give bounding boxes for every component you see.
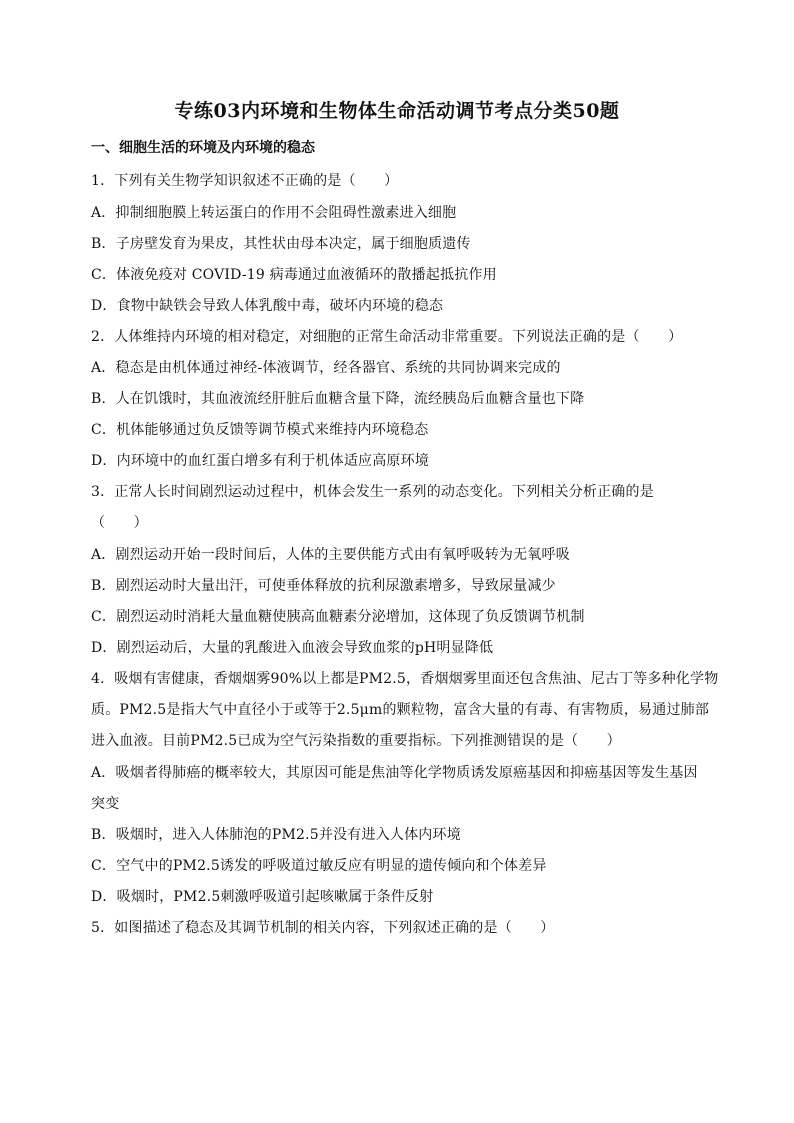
section-heading: 一、细胞生活的环境及内环境的稳态 [91,140,315,156]
question-2-option-d: D．内环境中的血红蛋白增多有利于机体适应高原环境 [91,453,430,469]
question-1-stem: 1．下列有关生物学知识叙述不正确的是（ ） [91,173,399,189]
question-2-option-c: C．机体能够通过负反馈等调节模式来维持内环境稳态 [91,422,429,438]
question-4-option-d: D．吸烟时，PM2.5刺激呼吸道引起咳嗽属于条件反射 [91,889,434,905]
question-5-stem: 5．如图描述了稳态及其调节机制的相关内容，下列叙述正确的是（ ） [91,920,555,936]
question-4-option-c: C．空气中的PM2.5诱发的呼吸道过敏反应有明显的遗传倾向和个体差异 [91,858,547,874]
question-2-option-a: A．稳态是由机体通过神经-体液调节，经各器官、系统的共同协调来完成的 [91,360,561,376]
question-3-option-d: D．剧烈运动后，大量的乳酸进入血液会导致血浆的pH明显降低 [91,640,494,656]
question-1-option-d: D．食物中缺铁会导致人体乳酸中毒，破坏内环境的稳态 [91,298,444,314]
question-3-option-a: A．剧烈运动开始一段时间后，人体的主要供能方式由有氧呼吸转为无氧呼吸 [91,547,570,563]
question-1-option-c: C．体液免疫对 COVID-19 病毒通过血液循环的散播起抵抗作用 [91,267,497,283]
question-3-option-c: C．剧烈运动时消耗大量血糖使胰高血糖素分泌增加，这体现了负反馈调节机制 [91,609,585,625]
question-2-option-b: B．人在饥饿时，其血液流经肝脏后血糖含量下降，流经胰岛后血糖含量也下降 [91,391,585,407]
question-1-option-b: B．子房壁发育为果皮，其性状由母本决定，属于细胞质遗传 [91,236,471,252]
question-4-stem-continued: 质。PM2.5是指大气中直径小于或等于2.5μm的颗粒物，富含大量的有毒、有害物质，易通过肺部 [91,702,710,718]
question-3-option-b: B．剧烈运动时大量出汗，可使垂体释放的抗利尿激素增多，导致尿量减少 [91,578,556,594]
page-title: 专练03内环境和生物体生命活动调节考点分类50题 [174,100,620,122]
question-1-option-a: A．抑制细胞膜上转运蛋白的作用不会阻碍性激素进入细胞 [91,205,457,221]
question-3-stem: 3．正常人长时间剧烈运动过程中，机体会发生一系列的动态变化。下列相关分析正确的是 [91,484,654,500]
question-4-option-a-continued: 突变 [91,796,120,812]
question-4-stem: 4．吸烟有害健康，香烟烟雾90%以上都是PM2.5，香烟烟雾里面还包含焦油、尼古丁等多种化学物 [91,671,719,687]
question-2-stem: 2．人体维持内环境的相对稳定，对细胞的正常生命活动非常重要。下列说法正确的是（ ） [91,329,683,345]
question-3-stem-continued: （ ） [91,515,148,531]
question-4-option-a: A．吸烟者得肺癌的概率较大，其原因可能是焦油等化学物质诱发原癌基因和抑癌基因等发生基因 [91,765,698,781]
question-4-stem-continued: 进入血液。目前PM2.5已成为空气污染指数的重要指标。下列推测错误的是（ ） [91,733,621,749]
question-4-option-b: B．吸烟时，进入人体肺泡的PM2.5并没有进入人体内环境 [91,827,461,843]
